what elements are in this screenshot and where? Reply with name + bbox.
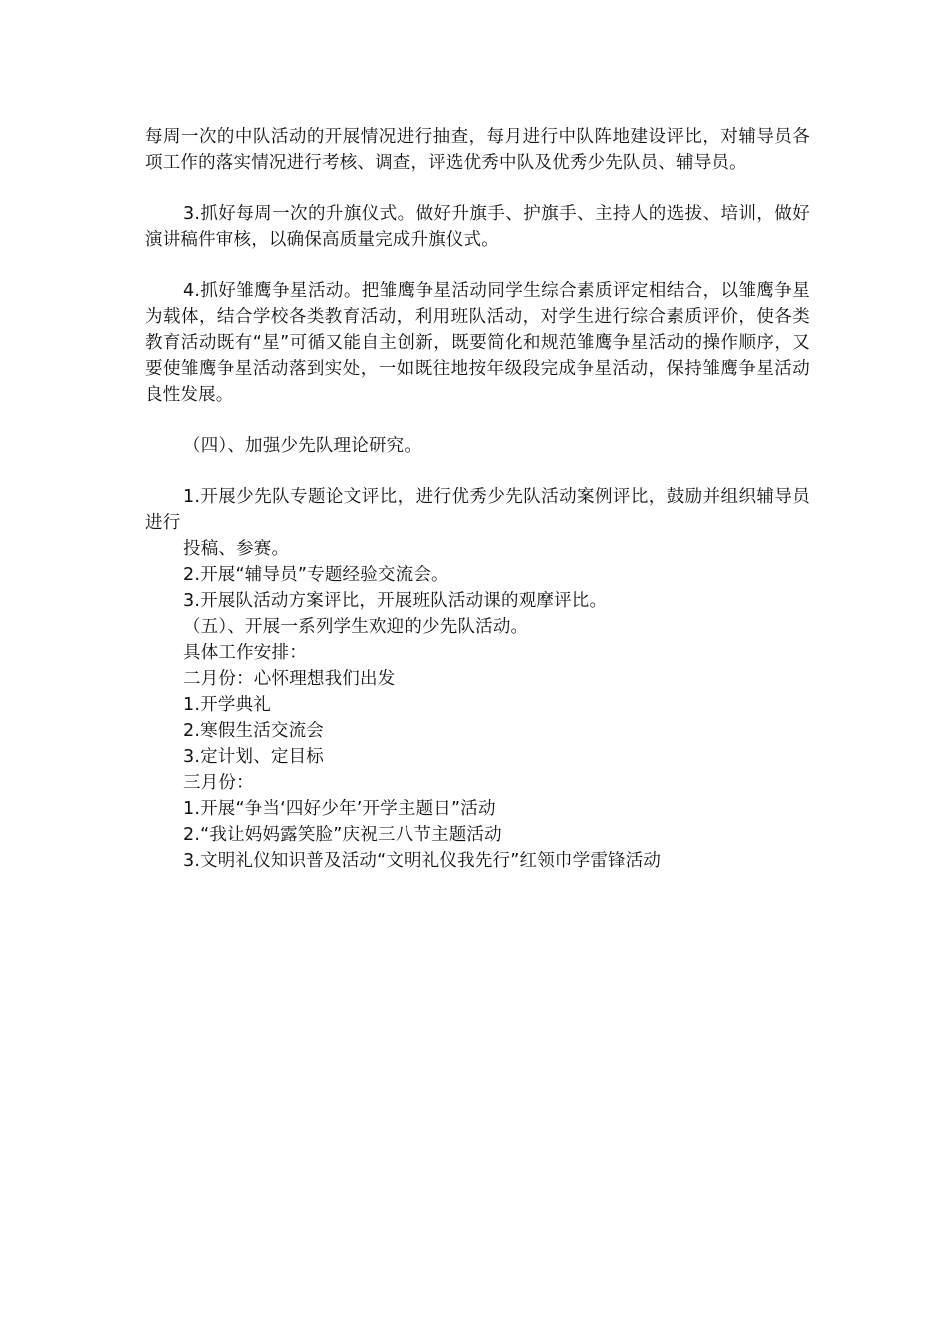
list-item: 投稿、参赛。: [183, 539, 290, 559]
section-heading-five: （五）、开展一系列学生欢迎的少先队活动。: [183, 617, 529, 637]
paragraph-flag-ceremony: 3.抓好每周一次的升旗仪式。做好升旗手、护旗手、主持人的选拔、培训，做好演讲稿件审核，以确保高质量完成升旗仪式。: [145, 204, 810, 250]
paragraph-essay-contest: 1.开展少先队专题论文评比，进行优秀少先队活动案例评比，鼓励并组织辅导员进行: [145, 487, 810, 533]
section-heading-four: （四）、加强少先队理论研究。: [183, 436, 423, 456]
list-item: 具体工作安排：: [183, 643, 307, 663]
paragraph-eagle-star: 4.抓好雏鹰争星活动。把雏鹰争星活动同学生综合素质评定相结合，以雏鹰争星为载体，结合学校各类教育活动，利用班队活动，对学生进行综合素质评价，使各类教育活动既有“星”可循又能自主创新，既要简化和规范雏鹰争星活动的操作顺序，又要使雏鹰争星活动落到实处，一如既往地按年级段完成争星活动，保持雏鹰争星活动良性发展。: [145, 281, 810, 405]
paragraph-inspection: 每周一次的中队活动的开展情况进行抽查，每月进行中队阵地建设评比，对辅导员各项工作的落实情况进行考核、调查，评选优秀中队及优秀少先队员、辅导员。: [145, 127, 810, 173]
list-item: 2.开展“辅导员”专题经验交流会。: [183, 565, 449, 585]
list-item: 3.文明礼仪知识普及活动“文明礼仪我先行”红领巾学雷锋活动: [183, 851, 662, 871]
month-heading-february: 二月份：心怀理想我们出发: [183, 669, 396, 689]
list-item: 3.开展队活动方案评比，开展班队活动课的观摩评比。: [183, 591, 608, 611]
list-item: 2.“我让妈妈露笑脸”庆祝三八节主题活动: [183, 825, 502, 845]
list-item: 1.开展“争当‘四好少年’开学主题日”活动: [183, 799, 496, 819]
list-item: 2.寒假生活交流会: [183, 721, 324, 741]
list-item: 3.定计划、定目标: [183, 747, 324, 767]
document-body: [145, 124, 810, 874]
list-item: 1.开学典礼: [183, 695, 271, 715]
month-heading-march: 三月份：: [183, 773, 254, 793]
